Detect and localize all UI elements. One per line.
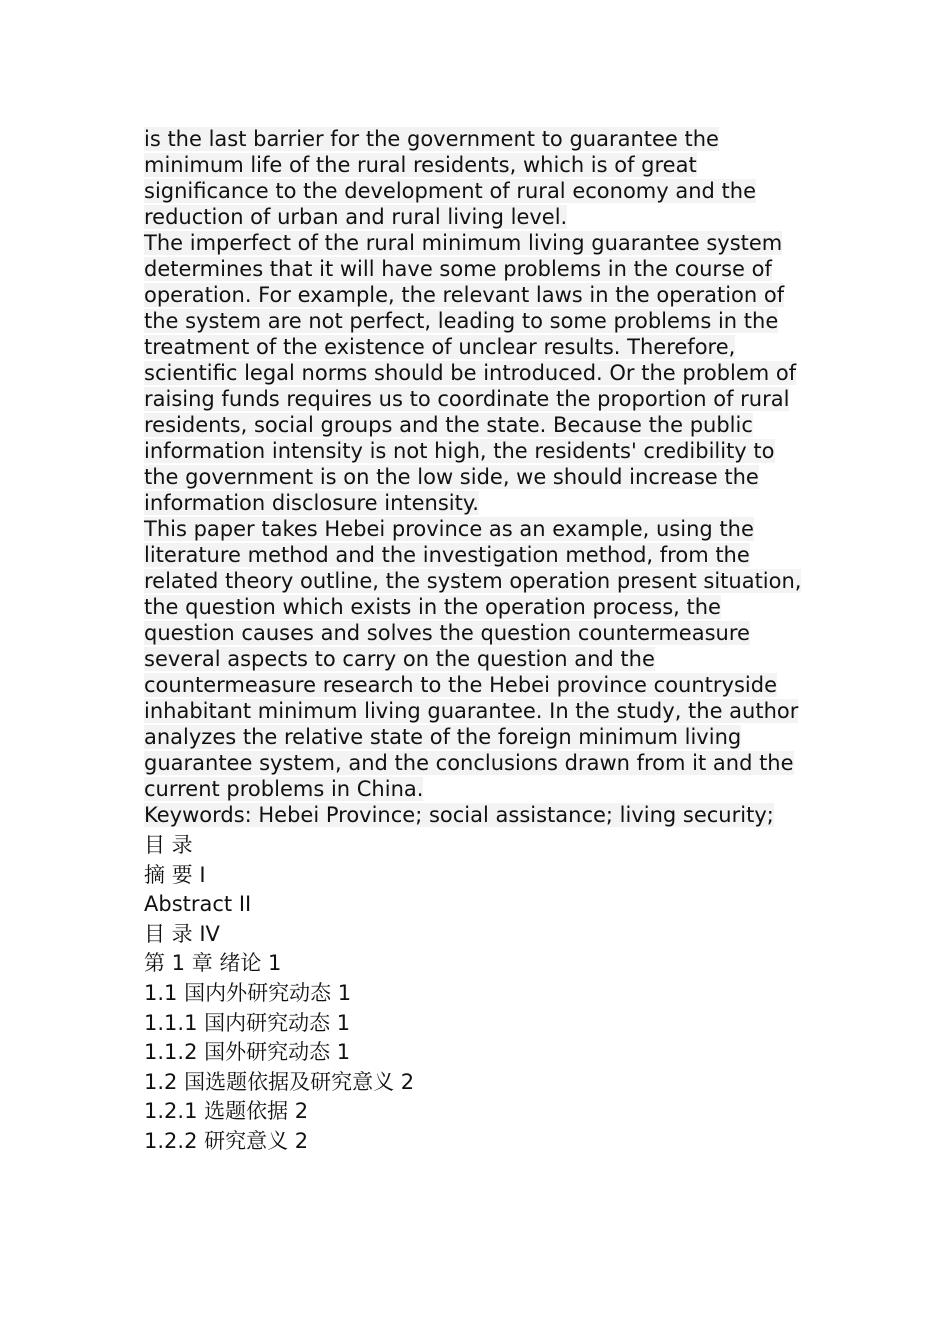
toc-entry: 目 录 IV <box>144 921 220 946</box>
abstract-body <box>144 126 808 828</box>
toc-title: 目 录 <box>144 833 193 857</box>
body-paragraph-1: is the last barrier for the government to guarantee the minimum life of the rural residents, which is of great significance to the development of rural economy and the reduction of urban and rural living level. <box>144 127 756 229</box>
toc-entry: 1.1.2 国外研究动态 1 <box>144 1040 351 1065</box>
body-paragraph-2: The imperfect of the rural minimum living guarantee system determines that it will have some problems in the course of operation. For example, the relevant laws in the operation of the system are not perfect, leading to some problems in the treatment of the existence of unclear results. Therefore, scientific legal norms should be introduced. Or the problem of raising funds requires us to coordinate the proportion of rural residents, social groups and the state. Because the public information intensity is not high, the residents' credibility to the government is on the low side, we should increase the information disclosure intensity. <box>144 231 797 515</box>
toc-entry: 1.2.2 研究意义 2 <box>144 1128 309 1153</box>
toc-entry: 1.2 国选题依据及研究意义 2 <box>144 1069 415 1094</box>
toc-entry: 摘 要 I <box>144 862 206 887</box>
document-page <box>144 126 808 1157</box>
table-of-contents <box>144 831 808 1157</box>
toc-entry: 1.1.1 国内研究动态 1 <box>144 1010 351 1035</box>
body-paragraph-3: This paper takes Hebei province as an example, using the literature method and the investigation method, from the related theory outline, the system operation present situation, the question which exists in the operation process, the question causes and solves the question countermeasure several aspects to carry on the question and the countermeasure research to the Hebei province countryside inhabitant minimum living guarantee. In the study, the author analyzes the relative state of the foreign minimum living guarantee system, and the conclusions drawn from it and the current problems in China. <box>144 517 802 801</box>
toc-entry: 第 1 章 绪论 1 <box>144 951 282 976</box>
toc-entry: 1.2.1 选题依据 2 <box>144 1099 309 1124</box>
toc-entry: Abstract II <box>144 892 252 917</box>
toc-entry: 1.1 国内外研究动态 1 <box>144 980 352 1005</box>
keywords-line: Keywords: Hebei Province; social assistance; living security; <box>144 803 774 827</box>
